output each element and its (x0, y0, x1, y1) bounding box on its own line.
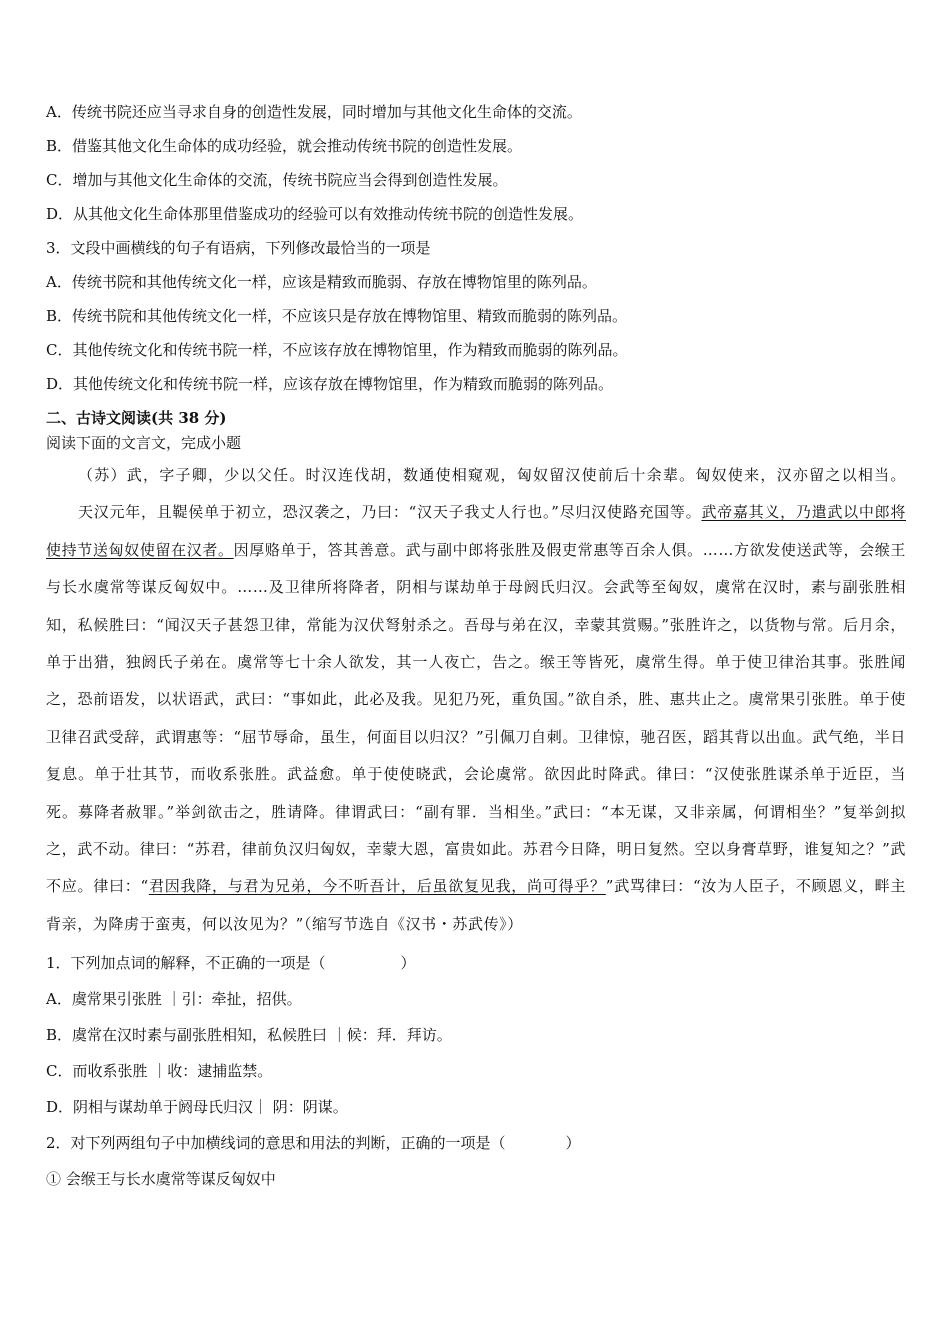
exam-page (46, 95, 906, 1197)
question-2 (46, 1125, 906, 1197)
underlined-sentence-1: 武帝嘉其义，乃遣武以中郎将使持节送匈奴使留在汉者。 (46, 503, 906, 559)
question-3-option-b: B．传统书院和其他传统文化一样，不应该只是存放在博物馆里、精致而脆弱的陈列品。 (46, 307, 628, 325)
previous-question-options (46, 95, 906, 231)
question-3-option-a: A．传统书院和其他传统文化一样，应该是精致而脆弱、存放在博物馆里的陈列品。 (46, 273, 597, 291)
question-1-option-c: C．而收系张胜 ｜收：逮捕监禁。 (46, 1062, 273, 1081)
passage-text: 天汉元年，且鞮侯单于初立，恐汉袭之，乃曰：“汉天子我丈人行也。”尽归汉使路充国等。 (78, 503, 702, 522)
question-3 (46, 231, 906, 401)
question-1-stem: 1．下列加点词的解释，不正确的一项是（ ） (46, 954, 416, 973)
option-b: B．借鉴其他文化生命体的成功经验，就会推动传统书院的创造性发展。 (46, 137, 523, 155)
question-2-stem: 2．对下列两组句子中加横线词的意思和用法的判断，正确的一项是（ ） (46, 1134, 581, 1153)
section-instruction: 阅读下面的文言文，完成小题 (46, 434, 242, 452)
passage-paragraph-1: （苏）武，字子卿，少以父任。时汉连伐胡，数通使相窥观，匈奴留汉使前后十余辈。匈奴使来，汉亦留之以相当。 (78, 466, 906, 484)
option-a: A．传统书院还应当寻求自身的创造性发展，同时增加与其他文化生命体的交流。 (46, 103, 582, 121)
question-3-stem: 3．文段中画横线的句子有语病，下列修改最恰当的一项是 (46, 239, 431, 257)
underlined-sentence-2: 君因我降，与君为兄弟，今不听吾计，后虽欲复见我，尚可得乎？ (148, 877, 606, 896)
question-3-option-c: C．其他传统文化和传统书院一样，不应该存放在博物馆里，作为精致而脆弱的陈列品。 (46, 341, 628, 359)
section-heading: 二、古诗文阅读(共 38 分) (46, 409, 227, 427)
option-c: C．增加与其他文化生命体的交流，传统书院应当会得到创造性发展。 (46, 171, 508, 189)
question-1-option-d: D．阴相与谋劫单于阏母氏归汉｜ 阴：阴谋。 (46, 1098, 348, 1117)
question-1-option-b: B．虞常在汉时素与副张胜相知，私候胜曰 ｜候：拜．拜访。 (46, 1026, 452, 1045)
question-3-option-d: D．其他传统文化和传统书院一样，应该存放在博物馆里，作为精致而脆弱的陈列品。 (46, 375, 614, 393)
passage-text: 因厚赂单于，答其善意。武与副中郎将张胜及假吏常惠等百余人俱。……方欲发使送武等，会缑王与长水虞常等谋反匈奴中。……及卫律所将降者，阴相与谋劫单于母阏氏归汉。会武等至匈奴，虞常在汉时，素与副张胜相知，私候胜曰：“闻汉天子甚怨卫律，常能为汉伏弩射杀之。吾母与弟在汉，幸蒙其赏赐。”张胜许之，以货物与常。后月余，单于出猎，独阏氏子弟在。虞常等七十余人欲发，其一人夜亡，告之。缑王等皆死，虞常生得。单于使卫律治其事。张胜闻之，恐前语发，以状语武，武曰：“事如此，此必及我。见犯乃死，重负国。”欲自杀，胜、惠共止之。虞常果引张胜。单于使卫律召武受辞，武谓惠等：“屈节辱命，虽生，何面目以归汉？”引佩刀自刺。卫律惊，驰召医，蹈其背以出血。武气绝，半日复息。单于壮其节，而收系张胜。武益愈。单于使使晓武，会论虞常。欲因此时降武。律曰：“汉使张胜谋杀单于近臣，当死。募降者赦罪。”举剑欲击之，胜请降。律谓武曰：“副有罪．当相坐。”武曰：“本无谋，又非亲属，何谓相坐？”复举剑拟之，武不动。律曰：“苏君，律前负汉归匈奴，幸蒙大恩，富贵如此。苏君今日降，明日复然。空以身膏草野，谁复知之？”武不应。律曰：“ (46, 540, 906, 896)
question-1-option-a: A．虞常果引张胜 ｜引：牵扯，招供。 (46, 990, 302, 1009)
classical-passage (46, 457, 906, 943)
passage-text: ”武骂律曰：“汝为人臣子，不顾恩义，畔主背亲，为降虏于蛮夷，何以汝见为？”（缩写节选自《汉书・苏武传》） (46, 877, 907, 933)
option-d: D．从其他文化生命体那里借鉴成功的经验可以有效推动传统书院的创造性发展。 (46, 205, 584, 223)
passage-paragraph-2 (46, 494, 906, 943)
question-2-item-1: ① 会缑王与长水虞常等谋反匈奴中 (46, 1170, 276, 1189)
question-1 (46, 945, 906, 1125)
